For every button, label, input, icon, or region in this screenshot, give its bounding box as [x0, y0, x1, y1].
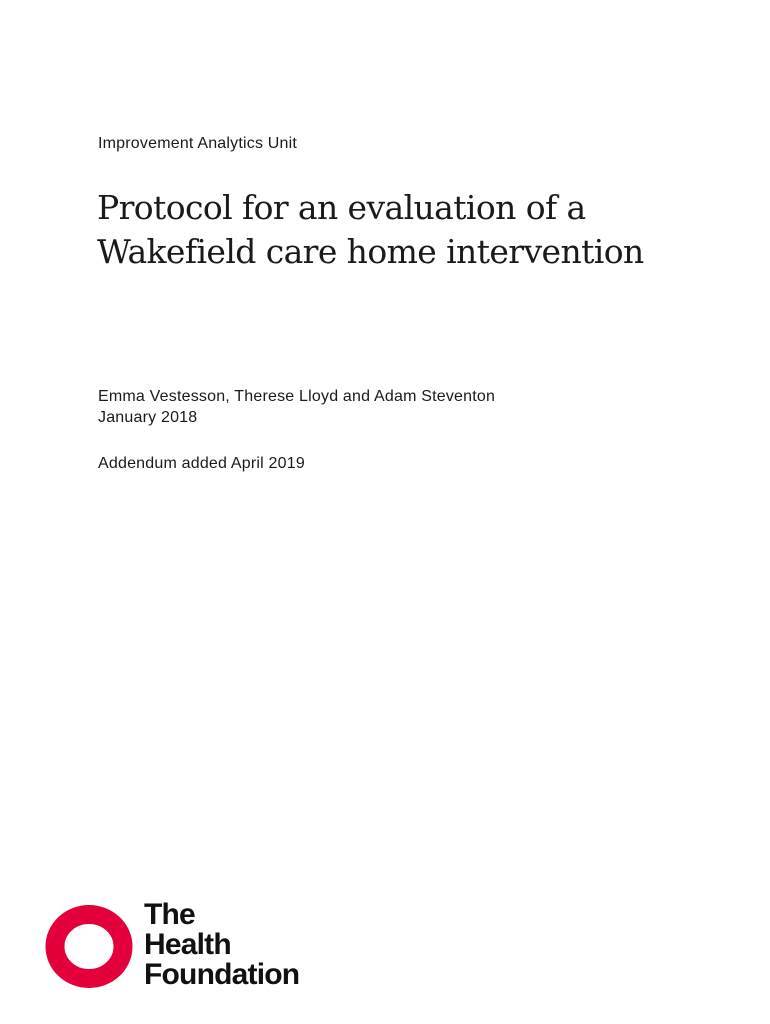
- ring-logo-icon: [44, 904, 134, 989]
- logo-line-1: The: [144, 898, 195, 931]
- unit-label: Improvement Analytics Unit: [98, 135, 298, 152]
- publication-date: January 2018: [98, 409, 198, 426]
- logo-wordmark: [144, 900, 299, 990]
- addendum-note: Addendum added April 2019: [98, 455, 305, 472]
- authors: Emma Vestesson, Therese Lloyd and Adam Steventon: [98, 388, 496, 405]
- logo-line-2: Health: [144, 928, 231, 961]
- title-line-1: Protocol for an evaluation of a: [97, 188, 586, 227]
- title-line-2: Wakefield care home intervention: [97, 232, 644, 271]
- health-foundation-logo: [40, 900, 360, 995]
- document-title: [97, 186, 737, 274]
- logo-line-3: Foundation: [144, 958, 300, 991]
